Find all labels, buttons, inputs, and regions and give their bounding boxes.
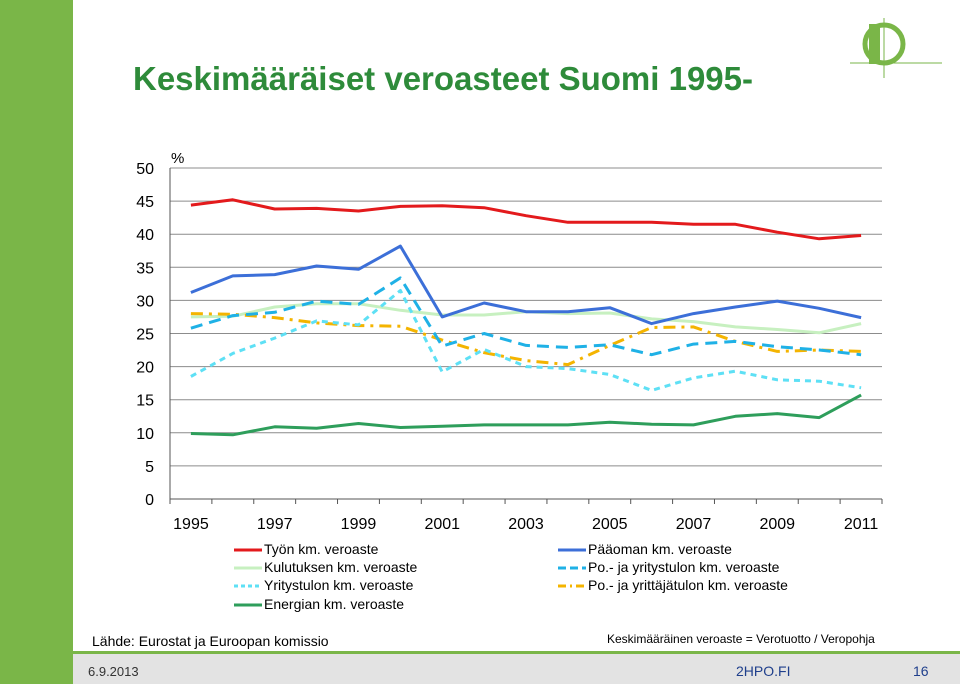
y-tick-label: 15 [136, 392, 154, 410]
series-line [191, 200, 861, 239]
y-tick-label: 45 [136, 194, 154, 212]
x-tick-label: 2011 [843, 516, 879, 533]
legend-label: Pääoman km. veroaste [588, 541, 732, 557]
y-tick-label: 30 [136, 293, 154, 311]
y-tick-label: 40 [136, 227, 154, 245]
legend-swatch [233, 559, 263, 577]
page-number: 16 [913, 663, 929, 679]
legend-label: Energian km. veroaste [264, 596, 405, 612]
y-tick-label: 10 [136, 425, 154, 443]
y-tick-label: 20 [136, 359, 154, 377]
series-line [191, 278, 861, 355]
legend-swatch [557, 541, 587, 559]
y-tick-label: 25 [136, 326, 154, 344]
x-tick-label: 2005 [591, 516, 628, 533]
legend-swatch [233, 596, 263, 614]
y-tick-label: 50 [136, 161, 154, 178]
legend-label: Työn km. veroaste [264, 541, 379, 557]
footer-band [73, 654, 960, 684]
footer-site: 2HPO.FI [736, 663, 791, 679]
y-tick-label: 35 [136, 260, 154, 278]
series-line [191, 314, 861, 365]
source-note: Lähde: Eurostat ja Euroopan komissio [92, 633, 329, 649]
legend-swatch [557, 577, 587, 595]
legend-label: Kulutuksen km. veroaste [264, 559, 418, 575]
x-tick-label: 1995 [173, 516, 209, 533]
legend-swatch [233, 541, 263, 559]
x-tick-label: 2003 [508, 516, 544, 533]
legend-label: Yritystulon km. veroaste [264, 577, 414, 593]
formula-note: Keskimääräinen veroaste = Verotuotto / Veropohja [607, 632, 875, 646]
x-tick-label: 1997 [256, 516, 293, 533]
footer-date: 6.9.2013 [88, 664, 139, 679]
y-tick-label: 0 [145, 492, 154, 509]
legend-label: Po.- ja yrittäjätulon km. veroaste [588, 577, 788, 593]
y-tick-label: 5 [145, 458, 154, 476]
series-line [191, 395, 861, 435]
x-tick-label: 2009 [759, 516, 796, 533]
y-axis-label: % [171, 150, 185, 167]
series-line [191, 246, 861, 324]
legend-swatch [233, 577, 263, 595]
legend-label: Po.- ja yritystulon km. veroaste [588, 559, 780, 575]
legend-swatch [557, 559, 587, 577]
x-tick-label: 2007 [675, 516, 712, 533]
slide-title: Keskimääräiset veroasteet Suomi 1995- [133, 60, 754, 97]
x-tick-label: 2001 [424, 516, 461, 533]
x-tick-label: 1999 [340, 516, 377, 533]
